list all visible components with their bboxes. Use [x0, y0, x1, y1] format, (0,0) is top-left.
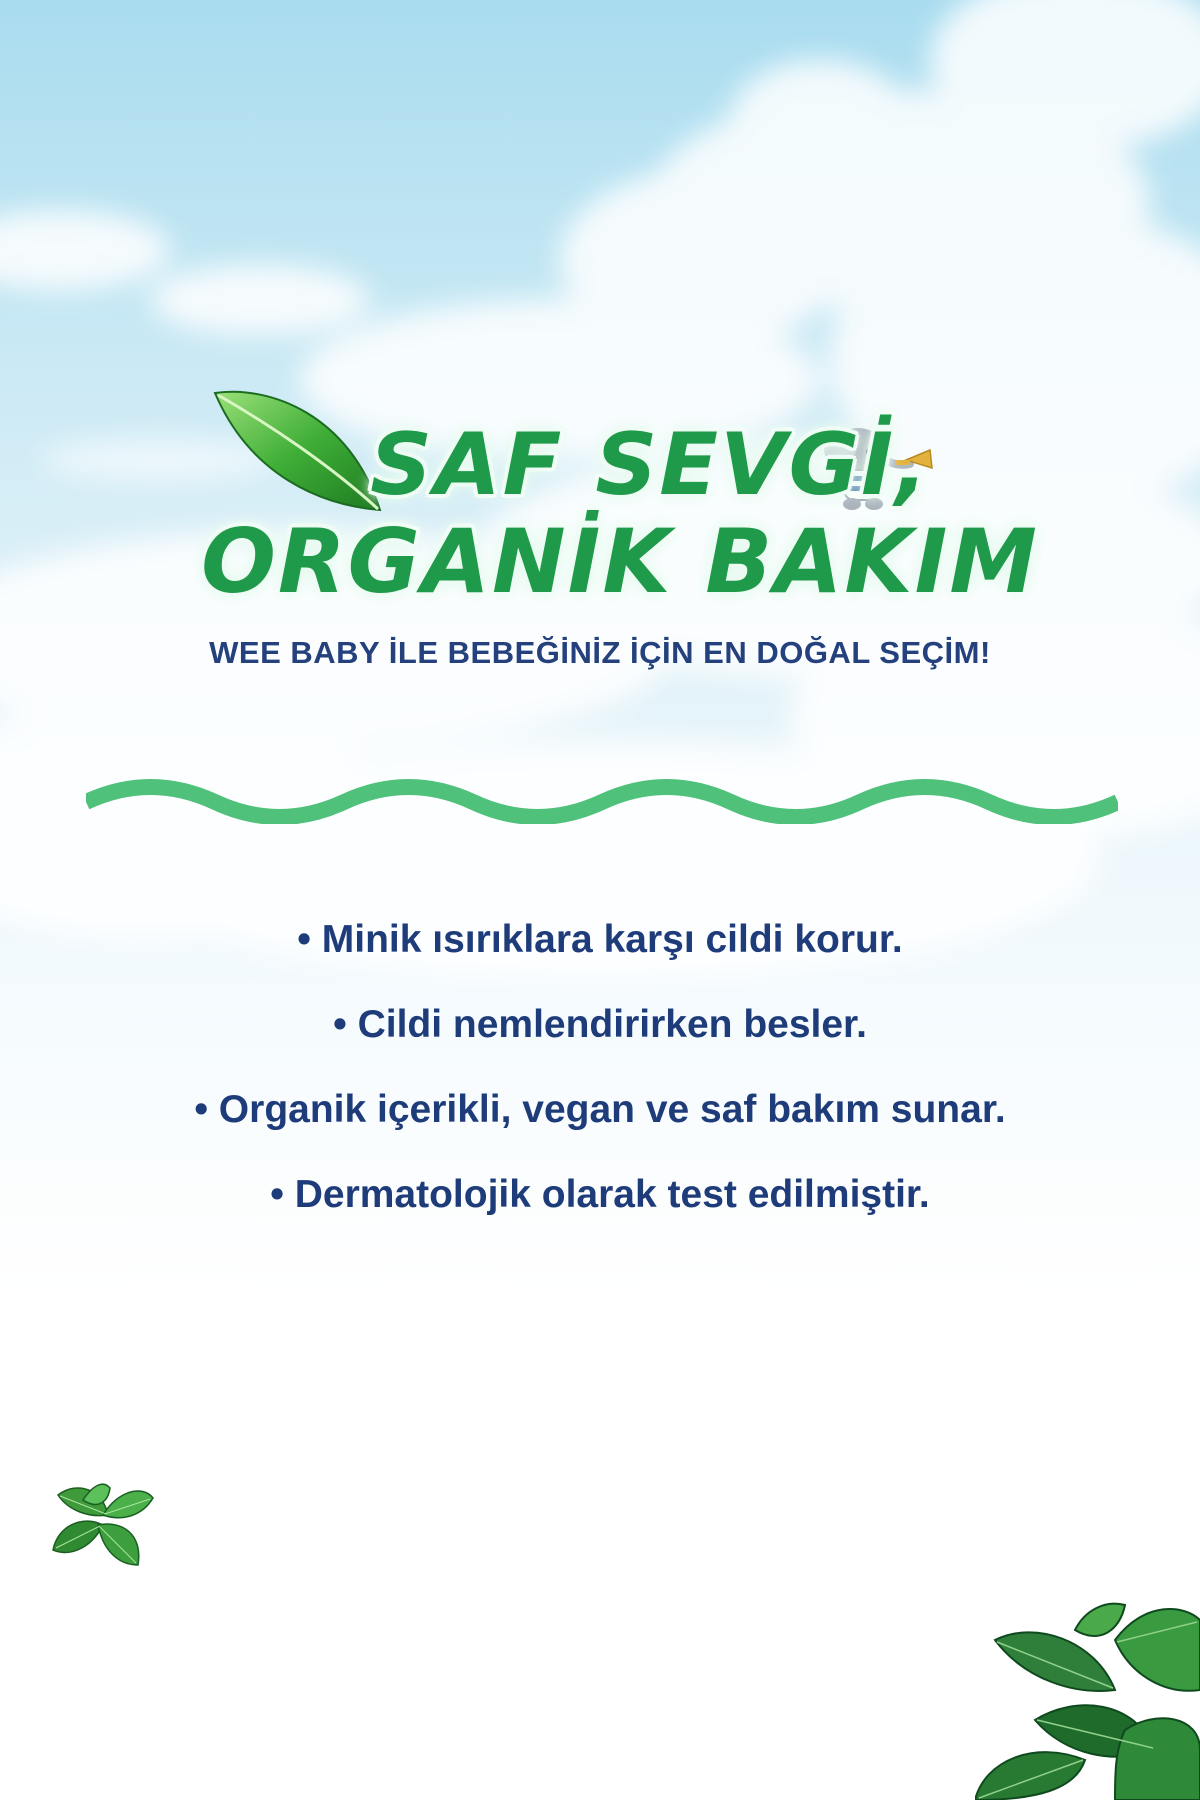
feature-item: • Minik ısırıklara karşı cildi korur. [297, 918, 903, 961]
tropical-plant-icon [975, 1600, 1200, 1800]
headline [0, 375, 1200, 615]
subtitle: WEE BABY İLE BEBEĞİNİZ İÇİN EN DOĞAL SEÇİM! [209, 635, 991, 670]
feature-list [0, 910, 1200, 1250]
feature-item: • Cildi nemlendirirken besler. [333, 1003, 867, 1046]
feature-item: • Organik içerikli, vegan ve saf bakım sunar. [194, 1088, 1006, 1131]
headline-line-2: ORGANİK BAKIM [201, 510, 1039, 613]
mint-leaves-icon [48, 1480, 158, 1570]
headline-line-1: SAF SEVGİ, [370, 415, 930, 515]
feature-item: • Dermatolojik olarak test edilmiştir. [270, 1173, 930, 1216]
wave-divider [86, 774, 1118, 824]
